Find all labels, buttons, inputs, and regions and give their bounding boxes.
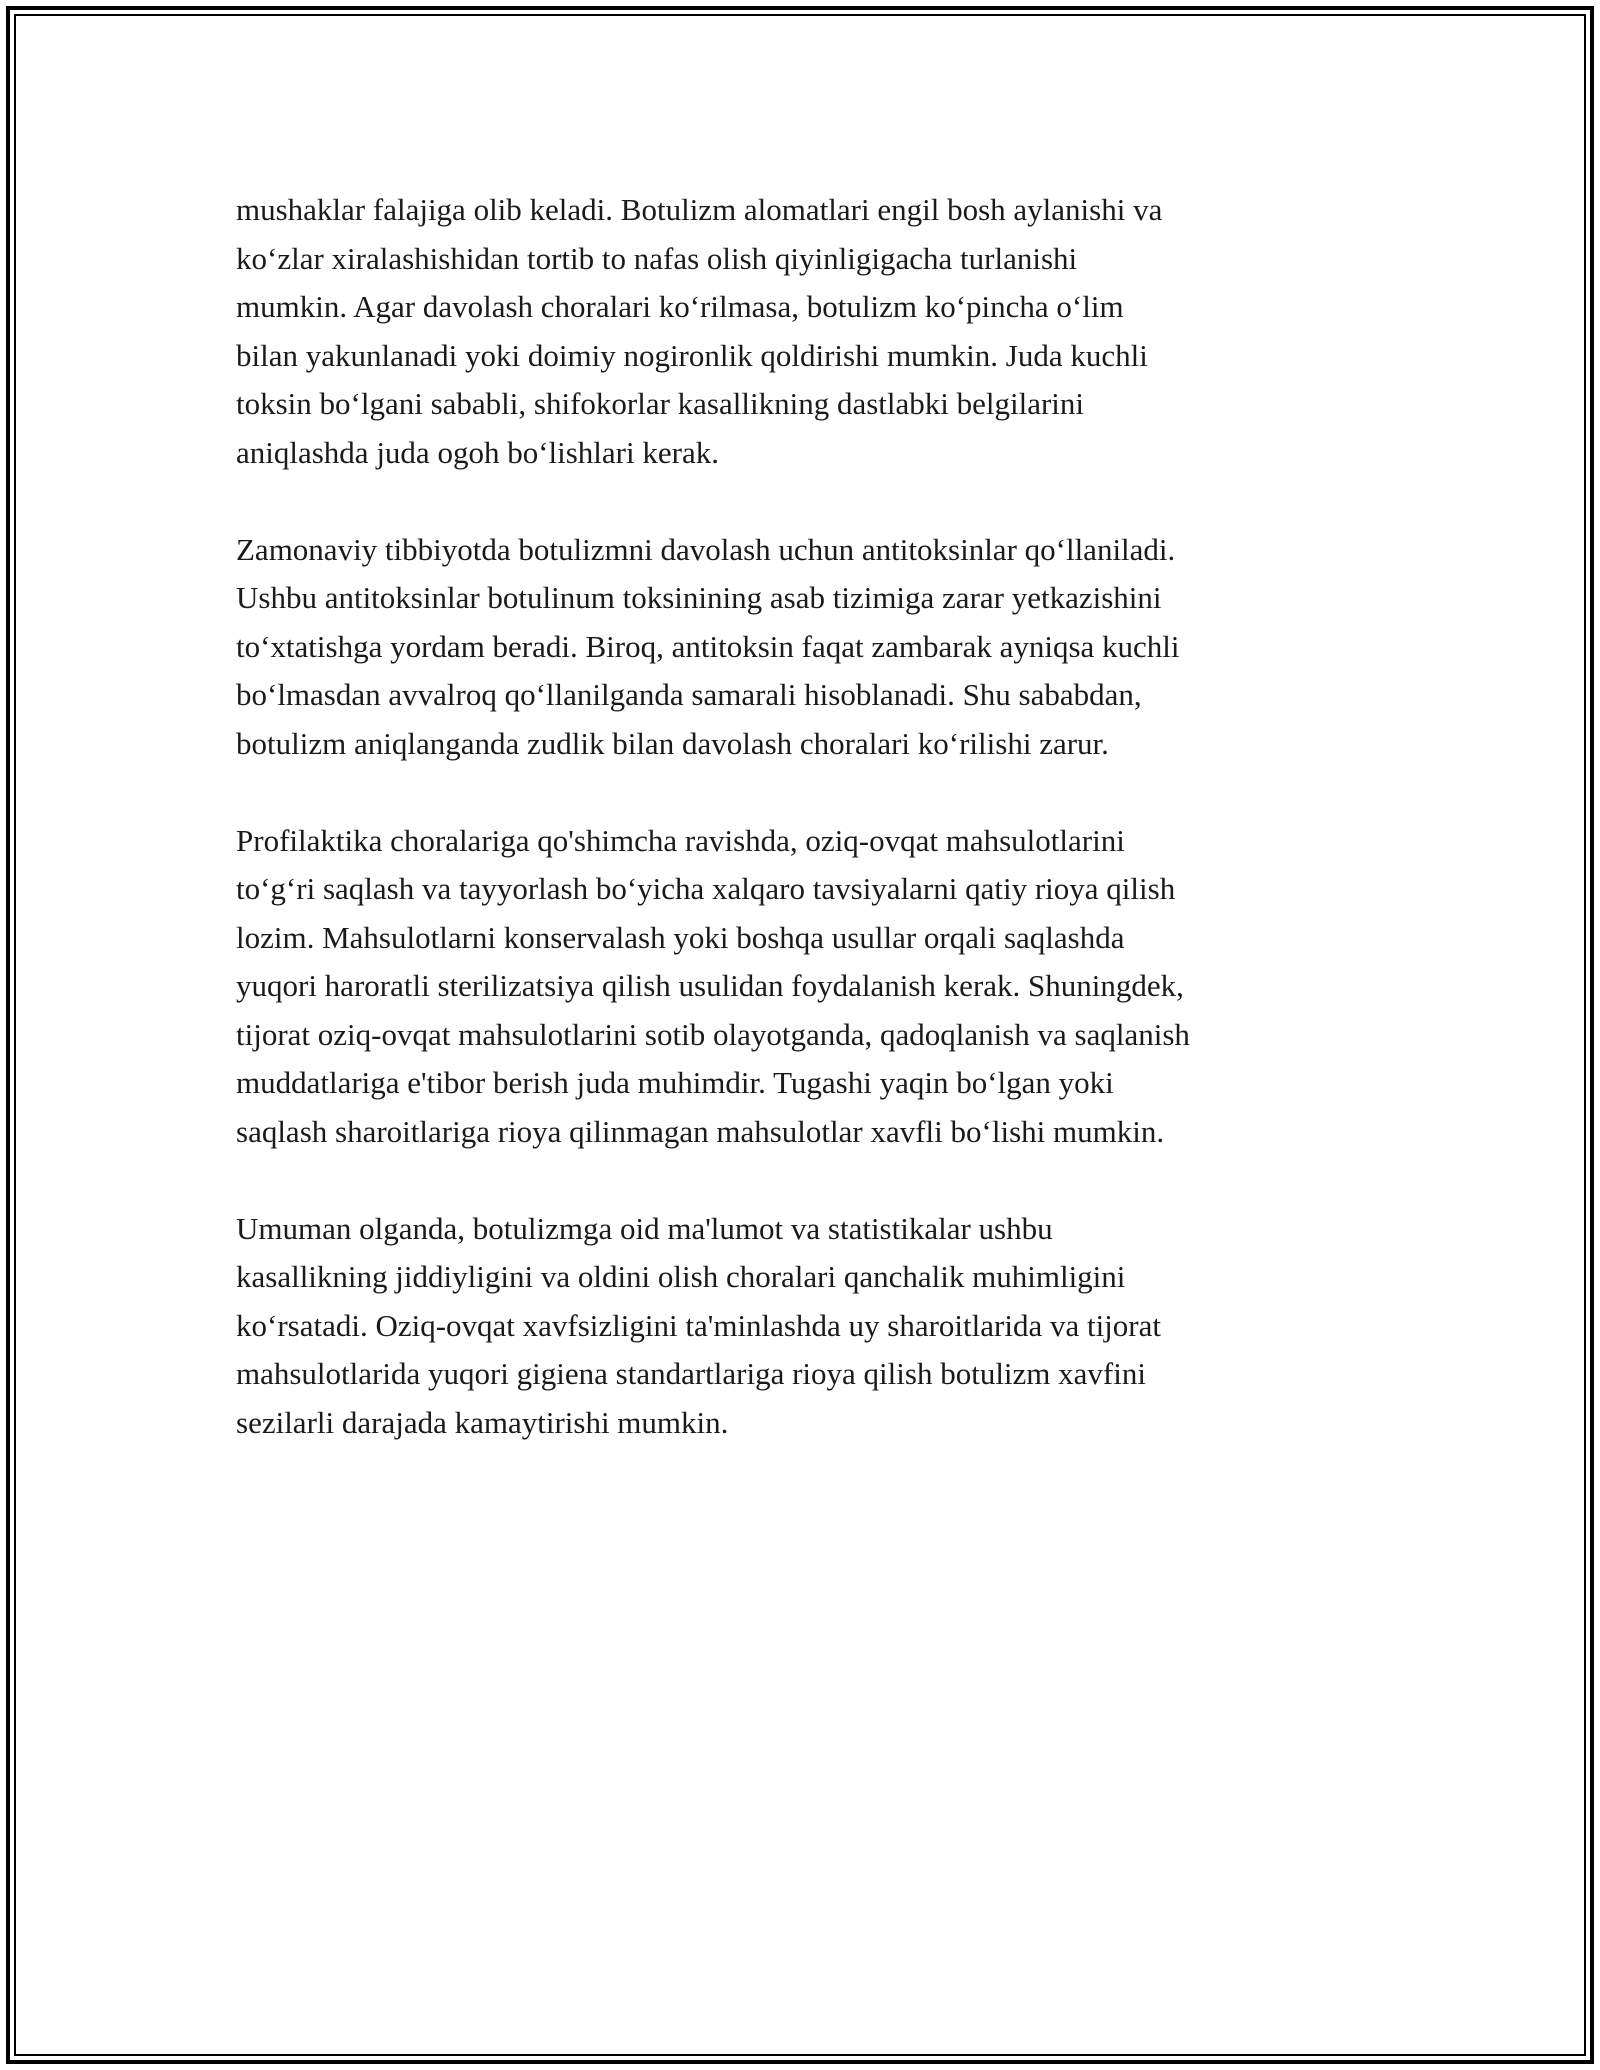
text-line: kasallikning jiddiyligini va oldini olish choralari qanchalik muhimligini xyxy=(236,1259,1126,1294)
text-line: sezilarli darajada kamaytirishi mumkin. xyxy=(236,1404,729,1440)
text-line: Umuman olganda, botulizmga oid ma'lumot va statistikalar ushbu xyxy=(236,1210,1053,1246)
text-line: mumkin. Agar davolash choralari ko‘rilmasa, botulizm ko‘pincha o‘lim xyxy=(236,289,1124,324)
text-line: tijorat oziq-ovqat mahsulotlarini sotib olayotganda, qadoqlanish va saqlanish xyxy=(236,1016,1190,1052)
paragraph-3 xyxy=(236,817,1406,1157)
text-line: ko‘zlar xiralashishidan tortib to nafas olish qiyinligigacha turlanishi xyxy=(236,240,1078,276)
paragraph-4 xyxy=(236,1205,1406,1448)
paragraph-2 xyxy=(236,526,1406,769)
document-body xyxy=(236,186,1406,1496)
text-line: toksin bo‘lgani sababli, shifokorlar kasallikning dastlabki belgilarini xyxy=(236,386,1085,421)
text-line: bo‘lmasdan avvalroq qo‘llanilganda samarali hisoblanadi. Shu sababdan, xyxy=(236,677,1142,712)
text-line: bilan yakunlanadi yoki doimiy nogironlik qoldirishi mumkin. Juda kuchli xyxy=(236,337,1148,373)
text-line: mahsulotlarida yuqori gigiena standartlariga rioya qilish botulizm xavfini xyxy=(236,1356,1146,1391)
text-line: saqlash sharoitlariga rioya qilinmagan mahsulotlar xavfli bo‘lishi mumkin. xyxy=(236,1113,1165,1149)
text-line: lozim. Mahsulotlarni konservalash yoki boshqa usullar orqali saqlashda xyxy=(236,919,1125,955)
text-line: ko‘rsatadi. Oziq-ovqat xavfsizligini ta'minlashda uy sharoitlarida va tijorat xyxy=(236,1307,1161,1343)
text-line: Zamonaviy tibbiyotda botulizmni davolash uchun antitoksinlar qo‘llaniladi. xyxy=(236,531,1176,567)
text-line: botulizm aniqlanganda zudlik bilan davolash choralari ko‘rilishi zarur. xyxy=(236,725,1109,761)
text-line: yuqori haroratli sterilizatsiya qilish usulidan foydalanish kerak. Shuningdek, xyxy=(236,968,1184,1003)
text-line: to‘xtatishga yordam beradi. Biroq, antitoksin faqat zambarak ayniqsa kuchli xyxy=(236,628,1180,664)
text-line: mushaklar falajiga olib keladi. Botulizm alomatlari engil bosh aylanishi va xyxy=(236,192,1163,227)
paragraph-1 xyxy=(236,186,1406,477)
text-line: Ushbu antitoksinlar botulinum toksinining asab tizimiga zarar yetkazishini xyxy=(236,580,1162,615)
text-line: Profilaktika choralariga qo'shimcha ravishda, oziq-ovqat mahsulotlarini xyxy=(236,822,1125,858)
text-line: aniqlashda juda ogoh bo‘lishlari kerak. xyxy=(236,434,719,470)
text-line: to‘g‘ri saqlash va tayyorlash bo‘yicha xalqaro tavsiyalarni qatiy rioya qilish xyxy=(236,871,1176,906)
text-line: muddatlariga e'tibor berish juda muhimdir. Tugashi yaqin bo‘lgan yoki xyxy=(236,1065,1114,1100)
